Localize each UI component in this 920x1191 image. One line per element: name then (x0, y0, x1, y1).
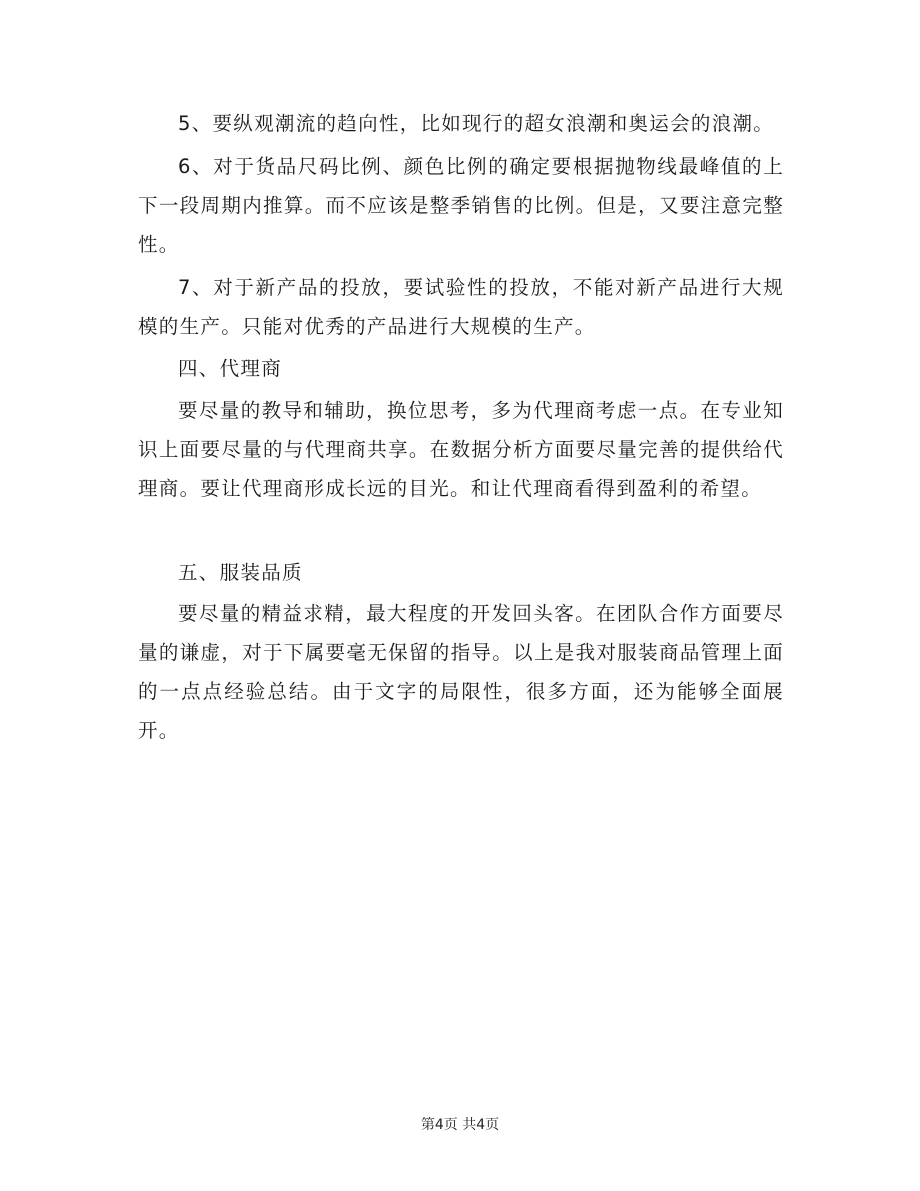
paragraph-item-7: 7、对于新产品的投放，要试验性的投放，不能对新产品进行大规模的生产。只能对优秀的产品进行大规模的生产。 (138, 276, 784, 338)
section-heading-quality: 五、服装品质 (178, 561, 303, 584)
paragraph-quality: 要尽量的精益求精，最大程度的开发回头客。在团队合作方面要尽量的谦虚，对于下属要毫无保留的指导。以上是我对服装商品管理上面的一点点经验总结。由于文字的局限性，很多方面，还为能够全面展开。 (138, 602, 784, 742)
paragraph-agents: 要尽量的教导和辅助，换位思考，多为代理商考虑一点。在专业知识上面要尽量的与代理商共享。在数据分析方面要尽量完善的提供给代理商。要让代理商形成长远的目光。和让代理商看得到盈利的希望。 (138, 399, 784, 500)
paragraph-item-5: 5、要纵观潮流的趋向性，比如现行的超女浪潮和奥运会的浪潮。 (178, 112, 775, 135)
page-footer: 第4页 共4页 (420, 1117, 500, 1133)
paragraph-item-6: 6、对于货品尺码比例、颜色比例的确定要根据抛物线最峰值的上下一段周期内推算。而不应该是整季销售的比例。但是，又要注意完整性。 (138, 155, 784, 256)
section-heading-agents: 四、代理商 (178, 357, 283, 380)
